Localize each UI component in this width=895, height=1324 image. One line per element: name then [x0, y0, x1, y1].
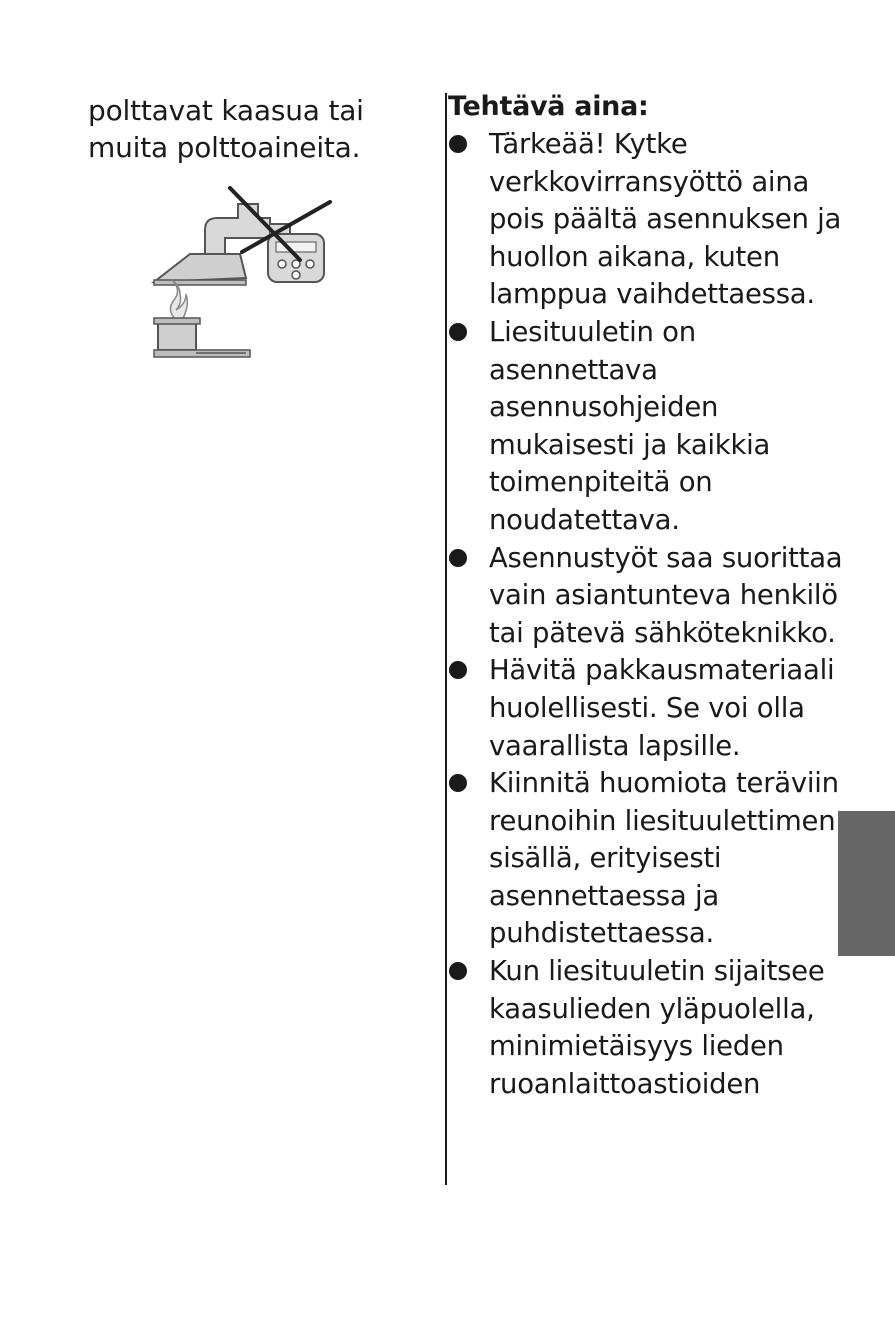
- list-item: [448, 314, 848, 540]
- filled-circle-bullet-icon: [449, 135, 467, 153]
- filled-circle-bullet-icon: [449, 549, 467, 567]
- left-text-line-2: muita polttoaineita.: [88, 131, 361, 164]
- language-side-tab: [838, 811, 895, 956]
- right-column: [448, 88, 848, 1103]
- list-item: [448, 953, 848, 1103]
- instruction-list: [448, 126, 848, 1103]
- list-item-text: Liesituuletin on asennettava asennusohjeiden mukaisesti ja kaikkia toimenpiteitä on noudatettava.: [489, 315, 771, 536]
- list-item-text: Kiinnitä huomiota teräviin reunoihin liesituulettimen sisällä, erityisesti asennettaessa ja puhdistettaessa.: [489, 767, 839, 950]
- column-divider: [445, 93, 447, 1185]
- filled-circle-bullet-icon: [449, 323, 467, 341]
- list-item: [448, 126, 848, 314]
- hood-vented-into-gas-appliance-prohibited-icon: [150, 182, 340, 367]
- left-text-line-1: polttavat kaasua tai: [88, 94, 364, 127]
- list-item-text: Tärkeää! Kytke verkkovirransyöttö aina pois päältä asennuksen ja huollon aikana, kuten lamppua vaihdettaessa.: [489, 128, 842, 311]
- list-item-text: Asennustyöt saa suorittaa vain asiantunteva henkilö tai pätevä sähköteknikko.: [489, 541, 843, 649]
- filled-circle-bullet-icon: [449, 962, 467, 980]
- list-item-text: Hävitä pakkausmateriaali huolellisesti. Se voi olla vaarallista lapsille.: [489, 654, 835, 762]
- list-item: [448, 765, 848, 953]
- left-column: [88, 92, 388, 166]
- list-item-text: Kun liesituuletin sijaitsee kaasulieden yläpuolella, minimietäisyys lieden ruoanlaittoastioiden: [489, 955, 825, 1100]
- section-heading: Tehtävä aina:: [448, 91, 649, 122]
- filled-circle-bullet-icon: [449, 661, 467, 679]
- filled-circle-bullet-icon: [449, 774, 467, 792]
- list-item: [448, 540, 848, 653]
- list-item: [448, 652, 848, 765]
